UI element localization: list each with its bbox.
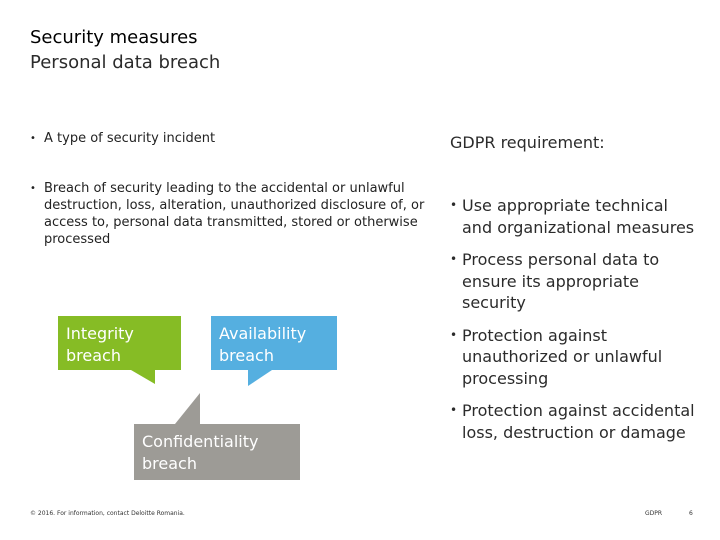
integrity-breach-box [58, 316, 181, 370]
footer-copyright: © 2016. For information, contact Deloitte Romania. [30, 510, 185, 517]
integrity-breach-label: Integrity breach [66, 324, 134, 365]
gdpr-bullet-text: Process personal data to ensure its appropriate security [462, 250, 660, 312]
left-bullet-text: Breach of security leading to the accidental or unlawful destruction, loss, alteration, unauthorized disclosure of, or access to, personal data transmitted, stored or otherwise processed [44, 181, 425, 247]
gdpr-bullet-item [450, 195, 700, 238]
bullet-marker: • [30, 133, 36, 144]
slide-title: Security measures [30, 27, 198, 48]
gdpr-requirement-heading: GDPR requirement: [450, 133, 605, 152]
bullet-marker: • [450, 403, 458, 417]
availability-breach-box [211, 316, 337, 370]
gdpr-bullet-text: Use appropriate technical and organizational measures [462, 196, 695, 237]
slide-subtitle: Personal data breach [30, 52, 221, 73]
availability-breach-label: Availability breach [219, 324, 307, 365]
gdpr-requirement-list [450, 195, 700, 454]
bullet-marker: • [450, 327, 458, 342]
confidentiality-callout-tail [175, 393, 200, 424]
confidentiality-breach-label: Confidentiality breach [142, 432, 259, 473]
gdpr-bullet-item [450, 400, 700, 443]
gdpr-bullet-text: Protection against accidental loss, destruction or damage [462, 401, 695, 442]
gdpr-bullet-item [450, 325, 700, 390]
bullet-marker: • [450, 198, 458, 212]
availability-callout-tail [248, 370, 272, 386]
integrity-callout-tail [131, 370, 155, 384]
gdpr-bullet-text: Protection against unauthorized or unlawful processing [462, 325, 663, 388]
bullet-marker: • [450, 252, 458, 266]
footer-label: GDPR [645, 510, 663, 517]
left-bullet-text: A type of security incident [44, 131, 216, 146]
page-number: 6 [689, 510, 693, 517]
gdpr-bullet-item [450, 249, 700, 314]
confidentiality-breach-box [134, 424, 300, 480]
bullet-marker: • [30, 183, 36, 194]
